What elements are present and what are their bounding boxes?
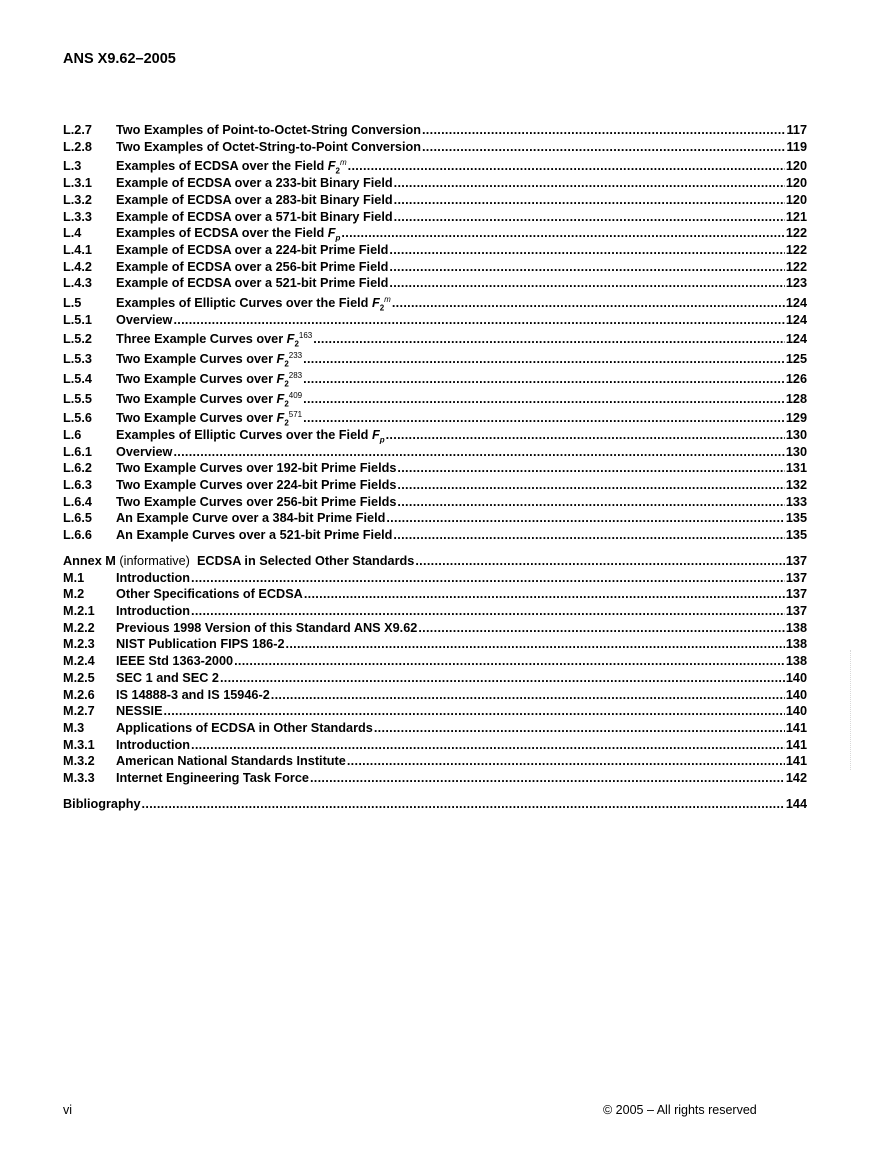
toc-entry-title-text: Introduction (116, 570, 190, 585)
toc-entry-title-text: Two Example Curves over (116, 391, 274, 406)
toc-entry-title-text: Three Example Curves over (116, 332, 284, 347)
toc-entry-title-text: Other Specifications of ECDSA (116, 587, 303, 602)
toc-entry-title (116, 753, 346, 770)
toc-entry[interactable] (63, 139, 807, 156)
toc-entry-page: 135 (785, 511, 807, 526)
dot-leader (310, 770, 785, 787)
toc-entry-page: 122 (785, 259, 807, 274)
dot-leader (191, 603, 785, 620)
toc-entry-title-text: Two Examples of Octet-String-to-Point Conversion (116, 139, 421, 154)
toc-entry-title (116, 636, 285, 653)
toc-entry-title: ECDSA in Selected Other Standards (196, 553, 415, 568)
dot-leader (415, 553, 784, 570)
toc-entry-title-text: Overview (116, 312, 173, 327)
toc-entry-title-text: Applications of ECDSA in Other Standards (116, 720, 373, 735)
toc-entry-page: 141 (785, 737, 807, 752)
toc-entry-page: 122 (785, 242, 807, 257)
toc-entry-title: Bibliography (63, 796, 141, 811)
dot-leader (397, 460, 784, 477)
toc-entry[interactable] (63, 175, 807, 192)
toc-entry-title-text: An Example Curve over a 384-bit Prime Field (116, 511, 386, 526)
toc-entry-number: M.1 (63, 570, 85, 585)
toc-annex-title (63, 553, 414, 570)
toc-entry-title-text: Two Examples of Point-to-Octet-String Conversion (116, 123, 421, 137)
toc-entry-number: L.3.3 (63, 209, 92, 224)
dot-leader (389, 242, 784, 259)
toc-entry-title (116, 737, 190, 754)
toc-entry-title (116, 192, 393, 209)
toc-entry-number: M.2 (63, 587, 85, 602)
toc-entry-page: 123 (785, 276, 807, 291)
toc-entry-title-text: Two Example Curves over 192-bit Prime Fields (116, 461, 397, 476)
toc-entry-title-text: Internet Engineering Task Force (116, 771, 309, 786)
toc-entry-page: 137 (785, 570, 807, 585)
toc-entry[interactable] (63, 687, 807, 704)
field-subscript: 2 (284, 359, 289, 369)
toc-entry-page: 137 (785, 553, 807, 568)
toc-entry-number: L.3 (63, 159, 82, 174)
dot-leader (392, 295, 785, 312)
field-subscript: p (379, 435, 385, 445)
field-variable: F (371, 296, 380, 311)
toc-entry[interactable] (63, 351, 807, 368)
toc-entry[interactable] (63, 510, 807, 527)
watermark-strip (850, 650, 854, 770)
dot-leader (304, 586, 785, 603)
toc-entry-page: 144 (785, 796, 807, 811)
toc-entry-page: 137 (785, 603, 807, 618)
toc-entry-page: 120 (785, 192, 807, 207)
toc-entry-number: L.6.3 (63, 478, 92, 493)
dot-leader (191, 570, 785, 587)
toc-entry-number: L.5 (63, 296, 82, 311)
toc-entry-number: L.5.5 (63, 391, 92, 406)
field-variable: F (276, 352, 285, 367)
dot-leader (422, 122, 786, 139)
toc-entry-number: L.5.2 (63, 332, 92, 347)
toc-entry[interactable] (63, 225, 807, 242)
dot-leader (397, 494, 784, 511)
toc-entry-title (116, 225, 340, 242)
dot-leader (164, 703, 785, 720)
field-superscript: 283 (288, 370, 303, 380)
annex-label: Annex M (63, 553, 116, 568)
field-subscript: 2 (284, 418, 289, 428)
toc-entry[interactable] (63, 477, 807, 494)
toc-entry-title (116, 720, 373, 737)
annex-informative-label: (informative) (119, 553, 190, 568)
toc-entry[interactable] (63, 275, 807, 292)
dot-leader (313, 331, 785, 348)
field-symbol (327, 158, 347, 176)
toc-entry-title-text: Example of ECDSA over a 224-bit Prime Field (116, 242, 389, 257)
toc-entry-title-text: Two Example Curves over (116, 371, 274, 386)
toc-entry[interactable] (63, 553, 807, 570)
field-superscript: 409 (288, 390, 303, 400)
field-variable: F (276, 411, 285, 426)
toc-entry-page: 130 (785, 444, 807, 459)
field-superscript: 571 (288, 410, 303, 420)
toc-entry-title-text: Overview (116, 444, 173, 459)
dot-leader (393, 527, 784, 544)
toc-entry-number: L.5.6 (63, 411, 92, 426)
toc-entry[interactable] (63, 460, 807, 477)
toc-entry-number: L.4.3 (63, 276, 92, 291)
field-variable: F (276, 391, 285, 406)
toc-entry-page: 138 (785, 654, 807, 669)
dot-leader (220, 670, 785, 687)
toc-entry-title (116, 770, 309, 787)
field-variable: F (286, 332, 295, 347)
field-subscript: 2 (284, 399, 289, 409)
field-symbol (371, 294, 391, 313)
toc-entry[interactable] (63, 703, 807, 720)
field-variable: F (327, 226, 336, 241)
field-superscript: m (339, 158, 347, 168)
toc-entry-title (116, 158, 347, 175)
field-subscript: p (335, 233, 341, 243)
toc-entry[interactable] (63, 242, 807, 259)
toc-entry-title-text: Two Example Curves over 224-bit Prime Fields (116, 478, 397, 493)
toc-entry-title (116, 620, 417, 637)
toc-entry-number: L.6.4 (63, 494, 92, 509)
toc-entry[interactable] (63, 259, 807, 276)
dot-leader (348, 158, 785, 175)
toc-entry-number: L.4.2 (63, 259, 92, 274)
dot-leader (303, 410, 785, 427)
toc-entry[interactable] (63, 158, 807, 175)
toc-entry-title (116, 570, 190, 587)
dot-leader (386, 427, 785, 444)
toc-entry-title (116, 259, 388, 276)
dot-leader (389, 259, 784, 276)
dot-leader (422, 139, 786, 156)
dot-leader (234, 653, 785, 670)
toc-entry[interactable] (63, 122, 807, 139)
toc-entry-title-text: Example of ECDSA over a 283-bit Binary Field (116, 192, 393, 207)
toc-entry-page: 120 (785, 159, 807, 174)
dot-leader (397, 477, 784, 494)
dot-leader (286, 636, 785, 653)
toc-entry-title-text: Examples of Elliptic Curves over the Field (116, 427, 369, 442)
toc-entry-title (116, 371, 302, 388)
toc-entry-page: 121 (785, 209, 807, 224)
toc-entry-title (116, 331, 312, 348)
toc-entry-number: L.4 (63, 226, 82, 241)
toc-entry-title-text: Previous 1998 Version of this Standard ANS X9.62 (116, 620, 418, 635)
field-variable: F (371, 427, 380, 442)
toc-entry-number: M.2.6 (63, 687, 95, 702)
toc-entry-title-text: NESSIE (116, 704, 163, 719)
field-symbol (276, 350, 303, 369)
toc-entry-title-text: Two Example Curves over (116, 352, 274, 367)
toc-entry-title-text: Two Example Curves over 256-bit Prime Fields (116, 494, 397, 509)
field-symbol (276, 410, 303, 428)
dot-leader (173, 312, 784, 329)
toc-entry[interactable] (63, 312, 807, 329)
toc-entry-page: 137 (785, 587, 807, 602)
toc-entry-title (116, 444, 172, 461)
toc-entry-title (116, 586, 303, 603)
toc-entry[interactable] (63, 737, 807, 754)
dot-leader (418, 620, 785, 637)
toc-entry-page: 138 (785, 637, 807, 652)
toc-entry-page: 132 (785, 478, 807, 493)
dot-leader (394, 192, 785, 209)
toc-entry-title (116, 510, 385, 527)
toc-entry-number: L.6.6 (63, 528, 92, 543)
toc-entry[interactable] (63, 636, 807, 653)
toc-entry-title (116, 477, 396, 494)
toc-entry[interactable] (63, 410, 807, 427)
toc-entry-title (116, 687, 270, 704)
dot-leader (394, 175, 785, 192)
toc-entry-page: 140 (785, 687, 807, 702)
toc-entry-title (116, 139, 421, 156)
toc-entry-number: M.3.3 (63, 771, 95, 786)
dot-leader (191, 737, 785, 754)
toc-entry-title (116, 670, 219, 687)
toc-entry-title-text: An Example Curves over a 521-bit Prime Field (116, 528, 393, 543)
toc-entry-number: M.2.1 (63, 603, 95, 618)
dot-leader (347, 753, 785, 770)
toc-entry-page: 124 (785, 312, 807, 327)
toc-entry[interactable] (63, 209, 807, 226)
toc-entry[interactable] (63, 753, 807, 770)
toc-entry-title (116, 351, 302, 368)
toc-entry-page: 124 (785, 332, 807, 347)
toc-entry-page: 140 (785, 704, 807, 719)
dot-leader (374, 720, 785, 737)
toc-entry-title-text: Introduction (116, 737, 190, 752)
toc-entry-title (116, 175, 393, 192)
toc-entry-page: 131 (785, 461, 807, 476)
toc-entry-title-text: Examples of ECDSA over the Field (116, 226, 325, 241)
toc-entry-title (116, 410, 302, 427)
toc-entry-title-text: Example of ECDSA over a 233-bit Binary Field (116, 176, 393, 191)
toc-entry-number: L.5.3 (63, 352, 92, 367)
toc-entry-title (116, 527, 392, 544)
toc-entry-number: L.5.4 (63, 371, 92, 386)
toc-entry-title (116, 242, 388, 259)
dot-leader (341, 225, 784, 242)
toc-entry-page: 142 (785, 771, 807, 786)
toc-entry-title-text: Example of ECDSA over a 521-bit Prime Field (116, 276, 389, 291)
toc-entry-page: 120 (785, 176, 807, 191)
toc-entry-title-text: Examples of ECDSA over the Field (116, 159, 325, 174)
dot-leader (303, 391, 785, 408)
dot-leader (303, 371, 785, 388)
field-variable: F (276, 371, 285, 386)
dot-leader (271, 687, 785, 704)
toc-entry[interactable] (63, 586, 807, 603)
toc-entry[interactable] (63, 295, 807, 312)
toc-entry-number: L.3.2 (63, 192, 92, 207)
toc-entry-number: L.4.1 (63, 242, 92, 257)
field-superscript: 233 (288, 350, 303, 360)
toc-entry-number: L.2.7 (63, 123, 92, 137)
toc-entry-title (116, 275, 388, 292)
toc-entry-title-text: NIST Publication FIPS 186-2 (116, 637, 285, 652)
toc-entry-title-text: Introduction (116, 603, 190, 618)
toc-entry[interactable] (63, 570, 807, 587)
dot-leader (386, 510, 784, 527)
toc-entry-number: M.3.2 (63, 754, 95, 769)
dot-leader (394, 209, 785, 226)
field-superscript: 163 (298, 331, 313, 341)
toc-entry[interactable] (63, 670, 807, 687)
toc-entry-title (116, 427, 385, 444)
toc-entry-title (116, 295, 391, 312)
toc-entry[interactable] (63, 391, 807, 408)
toc-entry-title (116, 703, 163, 720)
field-symbol (286, 331, 313, 349)
toc-entry-number: M.2.2 (63, 620, 95, 635)
toc-entry-number: M.2.5 (63, 670, 95, 685)
toc-entry-page: 125 (785, 352, 807, 367)
toc-entry-title (116, 653, 233, 670)
toc-entry-page: 141 (785, 720, 807, 735)
toc-entry-number: L.3.1 (63, 176, 92, 191)
toc-entry-title (116, 391, 302, 408)
field-variable: F (327, 159, 336, 174)
toc-entry-number: L.6.1 (63, 444, 92, 459)
field-superscript: m (384, 294, 391, 304)
toc-entry-title (116, 122, 421, 139)
toc-entry[interactable] (63, 603, 807, 620)
toc-entry-title-text: American National Standards Institute (116, 754, 346, 769)
toc-entry-page: 133 (785, 494, 807, 509)
toc-entry-page: 117 (786, 123, 807, 137)
toc-entry-title-text: Example of ECDSA over a 256-bit Prime Field (116, 259, 389, 274)
toc-entry-page: 140 (785, 670, 807, 685)
toc-entry-page: 126 (785, 371, 807, 386)
field-subscript: 2 (294, 339, 299, 349)
toc-entry[interactable] (63, 427, 807, 444)
toc-entry-title (116, 460, 396, 477)
toc-entry[interactable] (63, 527, 807, 544)
field-subscript: 2 (335, 166, 340, 176)
field-symbol (276, 390, 303, 409)
toc-entry-title-text: IEEE Std 1363-2000 (116, 654, 234, 669)
toc-entry-page: 129 (785, 411, 807, 426)
toc-entry-title-text: Example of ECDSA over a 571-bit Binary Field (116, 209, 393, 224)
toc-entry-title-text: Two Example Curves over (116, 411, 274, 426)
toc-entry-number: L.5.1 (63, 312, 92, 327)
toc-entry-page: 130 (785, 427, 807, 442)
toc-entry-number: M.2.3 (63, 637, 95, 652)
toc-entry-number: L.6.5 (63, 511, 92, 526)
toc-entry-page: 122 (785, 226, 807, 241)
dot-leader (173, 444, 784, 461)
toc-entry[interactable] (63, 653, 807, 670)
toc-entry-title (116, 312, 172, 329)
toc-entry-title-text: Examples of Elliptic Curves over the Field (116, 296, 369, 311)
toc-entry-number: M.2.7 (63, 704, 95, 719)
table-of-contents (63, 122, 807, 812)
page-number: vi (63, 1103, 73, 1117)
field-symbol (371, 427, 385, 445)
toc-entry[interactable] (63, 444, 807, 461)
toc-entry-page: 135 (785, 528, 807, 543)
toc-entry[interactable] (63, 371, 807, 388)
toc-entry-number: L.6 (63, 427, 82, 442)
toc-entry-page: 138 (785, 620, 807, 635)
field-symbol (327, 226, 341, 243)
toc-entry[interactable] (63, 770, 807, 787)
dot-leader (142, 796, 785, 813)
toc-entry-title (116, 603, 190, 620)
toc-entry-page: 128 (785, 391, 807, 406)
toc-entry-title (116, 209, 393, 226)
toc-entry-title-text: SEC 1 and SEC 2 (116, 670, 219, 685)
dot-leader (389, 275, 784, 292)
toc-entry-number: M.2.4 (63, 654, 95, 669)
toc-entry-number: L.6.2 (63, 461, 92, 476)
field-subscript: 2 (379, 303, 385, 313)
toc-entry[interactable] (63, 192, 807, 209)
toc-entry-number: L.2.8 (63, 139, 92, 154)
dot-leader (303, 351, 785, 368)
toc-entry-title (116, 494, 396, 511)
toc-entry-page: 124 (785, 296, 807, 311)
toc-entry[interactable] (63, 620, 807, 637)
toc-entry[interactable] (63, 796, 807, 813)
toc-entry-title-text: IS 14888-3 and IS 15946-2 (116, 687, 270, 702)
document-header: ANS X9.62–2005 (63, 51, 176, 67)
field-symbol (276, 370, 303, 389)
toc-entry-number: M.3.1 (63, 737, 95, 752)
toc-entry-page: 141 (785, 754, 807, 769)
toc-entry[interactable] (63, 720, 807, 737)
toc-entry-number: M.3 (63, 720, 85, 735)
copyright-notice: © 2005 – All rights reserved (603, 1103, 757, 1117)
toc-entry[interactable] (63, 331, 807, 348)
toc-entry[interactable] (63, 494, 807, 511)
field-subscript: 2 (284, 379, 289, 389)
toc-entry-page: 119 (786, 139, 807, 154)
